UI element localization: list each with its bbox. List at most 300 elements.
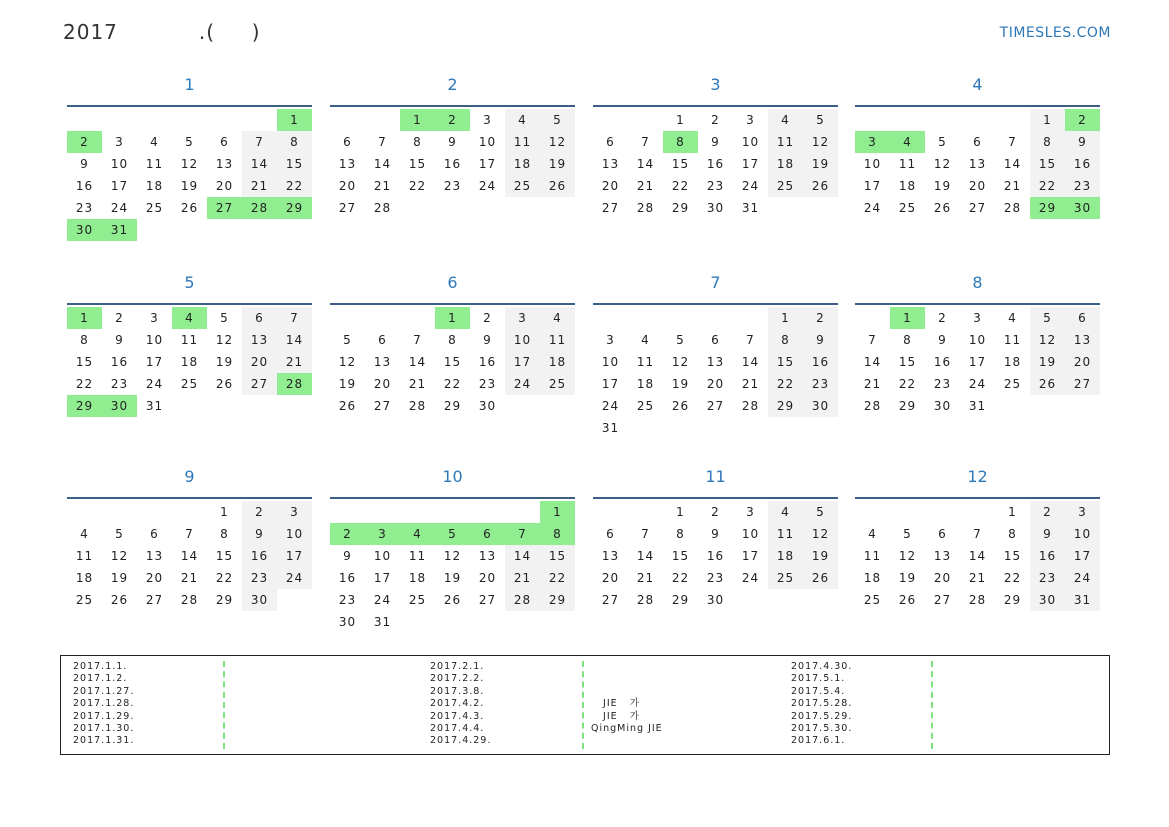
- day-cell: 21: [1003, 179, 1022, 193]
- note-line: 2017.5.28.: [791, 698, 853, 710]
- day-cell: 21: [408, 377, 427, 391]
- day-cell: 9: [711, 135, 720, 149]
- day-cell: 3: [365, 523, 400, 545]
- day-cell: 8: [663, 131, 698, 153]
- month-divider: [67, 497, 312, 499]
- day-cell: 6: [606, 527, 615, 541]
- day-cell: 8: [676, 527, 685, 541]
- day-cell: 3: [973, 311, 982, 325]
- day-cell: 13: [338, 157, 357, 171]
- day-cell: 12: [898, 549, 917, 563]
- day-cell: 1: [277, 109, 312, 131]
- day-cell: 22: [75, 377, 94, 391]
- day-cell: 1: [676, 505, 685, 519]
- day-cell: 19: [671, 377, 690, 391]
- day-cell: 27: [242, 373, 277, 395]
- day-cell: 2: [435, 109, 470, 131]
- day-cell: 3: [115, 135, 124, 149]
- day-cell: 5: [803, 501, 838, 523]
- day-cell: 21: [863, 377, 882, 391]
- day-cell: 2: [938, 311, 947, 325]
- notes-separator-3: [931, 661, 933, 749]
- day-cell: 3: [746, 113, 755, 127]
- day-cell: 8: [1030, 131, 1065, 153]
- notes-separator-2: [582, 661, 584, 749]
- day-cell: 15: [671, 549, 690, 563]
- note-line: 2017.3.8.: [430, 685, 485, 697]
- day-cell: 4: [540, 307, 575, 329]
- month-12: [855, 464, 1100, 611]
- day-cell: 29: [1030, 197, 1065, 219]
- day-cell: 8: [220, 527, 229, 541]
- day-cell: 1: [768, 307, 803, 329]
- day-cell: 23: [1030, 567, 1065, 589]
- day-cell: 27: [706, 399, 725, 413]
- day-cell: 22: [1030, 175, 1065, 197]
- day-cell: 17: [741, 549, 760, 563]
- notes-column-4: [591, 661, 663, 748]
- day-cell: 13: [242, 329, 277, 351]
- day-cell: 28: [180, 593, 199, 607]
- day-cell: 5: [435, 523, 470, 545]
- month-divider: [67, 105, 312, 107]
- month-grid: [67, 109, 312, 241]
- day-cell: 19: [933, 179, 952, 193]
- day-cell: 12: [803, 523, 838, 545]
- day-cell: 3: [505, 307, 540, 329]
- day-cell: 1: [435, 307, 470, 329]
- month-title: 3: [710, 75, 721, 94]
- day-cell: 6: [150, 527, 159, 541]
- day-cell: 24: [478, 179, 497, 193]
- day-cell: 26: [898, 593, 917, 607]
- day-cell: 22: [898, 377, 917, 391]
- day-cell: 20: [968, 179, 987, 193]
- day-cell: 13: [933, 549, 952, 563]
- day-cell: 30: [706, 201, 725, 215]
- day-cell: 16: [478, 355, 497, 369]
- day-cell: 23: [933, 377, 952, 391]
- day-cell: 9: [343, 549, 352, 563]
- day-cell: 8: [413, 135, 422, 149]
- month-divider: [330, 497, 575, 499]
- day-cell: 15: [277, 153, 312, 175]
- month-divider: [67, 303, 312, 305]
- note-line: [591, 735, 663, 747]
- day-cell: 14: [505, 545, 540, 567]
- day-cell: 22: [671, 179, 690, 193]
- site-link[interactable]: TIMESLES.COM: [999, 25, 1111, 41]
- day-cell: 24: [1065, 567, 1100, 589]
- day-cell: 16: [803, 351, 838, 373]
- day-cell: 11: [408, 549, 427, 563]
- day-cell: 16: [706, 157, 725, 171]
- day-cell: 8: [448, 333, 457, 347]
- day-cell: 18: [1003, 355, 1022, 369]
- day-cell: 26: [540, 175, 575, 197]
- day-cell: 18: [505, 153, 540, 175]
- day-cell: 1: [1008, 505, 1017, 519]
- day-cell: 26: [803, 567, 838, 589]
- day-cell: 25: [1003, 377, 1022, 391]
- day-cell: 11: [145, 157, 164, 171]
- day-cell: 2: [330, 523, 365, 545]
- day-cell: 4: [768, 109, 803, 131]
- day-cell: 1: [220, 505, 229, 519]
- day-cell: 6: [938, 527, 947, 541]
- day-cell: 14: [1003, 157, 1022, 171]
- day-cell: 10: [478, 135, 497, 149]
- day-cell: 7: [641, 135, 650, 149]
- note-line: 2017.5.30.: [791, 722, 853, 734]
- day-cell: 30: [478, 399, 497, 413]
- day-cell: 24: [505, 373, 540, 395]
- month-grid: [855, 109, 1100, 219]
- day-cell: 14: [968, 549, 987, 563]
- day-cell: 26: [180, 201, 199, 215]
- day-cell: 31: [741, 201, 760, 215]
- day-cell: 12: [180, 157, 199, 171]
- month-grid: [67, 307, 312, 417]
- day-cell: 6: [378, 333, 387, 347]
- day-cell: 21: [277, 351, 312, 373]
- day-cell: 4: [150, 135, 159, 149]
- day-cell: 4: [400, 523, 435, 545]
- day-cell: 28: [968, 593, 987, 607]
- day-cell: 17: [968, 355, 987, 369]
- day-cell: 21: [741, 377, 760, 391]
- day-cell: 19: [1030, 351, 1065, 373]
- month-3: [593, 72, 838, 219]
- day-cell: 18: [540, 351, 575, 373]
- day-cell: 20: [145, 571, 164, 585]
- day-cell: 5: [803, 109, 838, 131]
- day-cell: 24: [741, 571, 760, 585]
- day-cell: 9: [448, 135, 457, 149]
- day-cell: 5: [676, 333, 685, 347]
- month-divider: [855, 303, 1100, 305]
- month-grid: [330, 109, 575, 219]
- day-cell: 29: [277, 197, 312, 219]
- day-cell: 2: [1065, 109, 1100, 131]
- day-cell: 23: [706, 571, 725, 585]
- month-grid: [593, 307, 838, 439]
- day-cell: 3: [483, 113, 492, 127]
- day-cell: 15: [1030, 153, 1065, 175]
- day-cell: 20: [601, 179, 620, 193]
- month-title: 4: [972, 75, 983, 94]
- day-cell: 13: [601, 157, 620, 171]
- day-cell: 2: [803, 307, 838, 329]
- day-cell: 27: [601, 201, 620, 215]
- day-cell: 15: [443, 355, 462, 369]
- day-cell: 21: [636, 179, 655, 193]
- day-cell: 6: [973, 135, 982, 149]
- day-cell: 9: [803, 329, 838, 351]
- month-6: [330, 270, 575, 417]
- day-cell: 15: [768, 351, 803, 373]
- month-grid: [855, 307, 1100, 417]
- day-cell: 2: [242, 501, 277, 523]
- day-cell: 18: [145, 179, 164, 193]
- month-title: 6: [447, 273, 458, 292]
- day-cell: 31: [102, 219, 137, 241]
- note-line: 2017.1.1.: [73, 661, 128, 672]
- day-cell: 15: [1003, 549, 1022, 563]
- day-cell: 17: [741, 157, 760, 171]
- day-cell: 11: [505, 131, 540, 153]
- day-cell: 11: [636, 355, 655, 369]
- day-cell: 26: [443, 593, 462, 607]
- note-line: 2017.5.29.: [791, 710, 853, 722]
- month-divider: [330, 303, 575, 305]
- day-cell: 3: [1065, 501, 1100, 523]
- note-line: 2017.4.4.: [430, 722, 485, 734]
- day-cell: 3: [606, 333, 615, 347]
- day-cell: 16: [933, 355, 952, 369]
- month-title: 1: [184, 75, 195, 94]
- day-cell: 29: [898, 399, 917, 413]
- day-cell: 26: [338, 399, 357, 413]
- day-cell: 14: [863, 355, 882, 369]
- day-cell: 14: [373, 157, 392, 171]
- day-cell: 11: [1003, 333, 1022, 347]
- note-line: [591, 686, 663, 698]
- day-cell: 25: [75, 593, 94, 607]
- page-title: 2017 .( ): [63, 20, 261, 44]
- day-cell: 4: [505, 109, 540, 131]
- month-7: [593, 270, 838, 439]
- month-title: 10: [442, 467, 463, 486]
- note-line: 2017.4.2.: [430, 698, 485, 710]
- day-cell: 24: [110, 201, 129, 215]
- note-line: 2017.4.30.: [791, 661, 853, 672]
- day-cell: 22: [540, 567, 575, 589]
- day-cell: 19: [110, 571, 129, 585]
- day-cell: 28: [373, 201, 392, 215]
- day-cell: 7: [413, 333, 422, 347]
- day-cell: 20: [706, 377, 725, 391]
- month-grid: [593, 501, 838, 611]
- day-cell: 5: [343, 333, 352, 347]
- day-cell: 15: [671, 157, 690, 171]
- day-cell: 27: [338, 201, 357, 215]
- day-cell: 28: [408, 399, 427, 413]
- day-cell: 7: [378, 135, 387, 149]
- month-title: 9: [184, 467, 195, 486]
- month-divider: [855, 497, 1100, 499]
- day-cell: 22: [408, 179, 427, 193]
- day-cell: 18: [863, 571, 882, 585]
- note-line: [591, 661, 663, 673]
- day-cell: 20: [242, 351, 277, 373]
- day-cell: 17: [1065, 545, 1100, 567]
- day-cell: 3: [150, 311, 159, 325]
- day-cell: 11: [898, 157, 917, 171]
- notes-column-1: [73, 661, 134, 748]
- day-cell: 13: [601, 549, 620, 563]
- day-cell: 14: [408, 355, 427, 369]
- day-cell: 27: [1065, 373, 1100, 395]
- day-cell: 24: [601, 399, 620, 413]
- note-line: 2017.1.28.: [73, 698, 135, 710]
- day-cell: 18: [768, 545, 803, 567]
- month-8: [855, 270, 1100, 417]
- day-cell: 10: [968, 333, 987, 347]
- day-cell: 24: [968, 377, 987, 391]
- day-cell: 27: [968, 201, 987, 215]
- day-cell: 7: [641, 527, 650, 541]
- day-cell: 11: [768, 131, 803, 153]
- month-11: [593, 464, 838, 611]
- day-cell: 5: [540, 109, 575, 131]
- day-cell: 13: [706, 355, 725, 369]
- month-5: [67, 270, 312, 417]
- day-cell: 23: [110, 377, 129, 391]
- day-cell: 26: [933, 201, 952, 215]
- day-cell: 12: [443, 549, 462, 563]
- day-cell: 26: [1030, 373, 1065, 395]
- day-cell: 23: [803, 373, 838, 395]
- day-cell: 27: [933, 593, 952, 607]
- day-cell: 25: [768, 567, 803, 589]
- day-cell: 5: [220, 311, 229, 325]
- day-cell: 7: [1008, 135, 1017, 149]
- day-cell: 23: [338, 593, 357, 607]
- note-line: 2017.1.29.: [73, 710, 135, 722]
- month-grid: [67, 501, 312, 611]
- day-cell: 2: [711, 505, 720, 519]
- month-divider: [330, 105, 575, 107]
- note-line: 2017.5.4.: [791, 685, 846, 697]
- day-cell: 22: [671, 571, 690, 585]
- day-cell: 11: [863, 549, 882, 563]
- month-10: [330, 464, 575, 633]
- day-cell: 3: [746, 505, 755, 519]
- day-cell: 26: [671, 399, 690, 413]
- day-cell: 27: [373, 399, 392, 413]
- day-cell: 27: [601, 593, 620, 607]
- day-cell: 21: [373, 179, 392, 193]
- day-cell: 9: [242, 523, 277, 545]
- month-grid: [593, 109, 838, 219]
- day-cell: 29: [671, 593, 690, 607]
- day-cell: 6: [220, 135, 229, 149]
- note-line: 2017.4.3.: [430, 710, 485, 722]
- day-cell: 26: [110, 593, 129, 607]
- day-cell: 25: [636, 399, 655, 413]
- day-cell: 1: [1030, 109, 1065, 131]
- day-cell: 10: [741, 527, 760, 541]
- day-cell: 24: [741, 179, 760, 193]
- day-cell: 25: [898, 201, 917, 215]
- day-cell: 5: [185, 135, 194, 149]
- day-cell: 19: [338, 377, 357, 391]
- day-cell: 9: [80, 157, 89, 171]
- day-cell: 15: [898, 355, 917, 369]
- day-cell: 17: [373, 571, 392, 585]
- day-cell: 1: [890, 307, 925, 329]
- day-cell: 30: [67, 219, 102, 241]
- day-cell: 30: [803, 395, 838, 417]
- month-title: 5: [184, 273, 195, 292]
- day-cell: 28: [741, 399, 760, 413]
- day-cell: 6: [1065, 307, 1100, 329]
- month-title: 2: [447, 75, 458, 94]
- day-cell: 30: [1030, 589, 1065, 611]
- day-cell: 4: [768, 501, 803, 523]
- day-cell: 28: [277, 373, 312, 395]
- day-cell: 23: [242, 567, 277, 589]
- month-title: 11: [705, 467, 726, 486]
- day-cell: 6: [470, 523, 505, 545]
- day-cell: 19: [898, 571, 917, 585]
- day-cell: 26: [215, 377, 234, 391]
- day-cell: 14: [741, 355, 760, 369]
- day-cell: 7: [868, 333, 877, 347]
- day-cell: 7: [185, 527, 194, 541]
- day-cell: 9: [938, 333, 947, 347]
- day-cell: 30: [338, 615, 357, 629]
- day-cell: 2: [711, 113, 720, 127]
- day-cell: 6: [343, 135, 352, 149]
- day-cell: 20: [478, 571, 497, 585]
- day-cell: 10: [145, 333, 164, 347]
- day-cell: 18: [408, 571, 427, 585]
- day-cell: 28: [505, 589, 540, 611]
- day-cell: 9: [115, 333, 124, 347]
- day-cell: 17: [145, 355, 164, 369]
- day-cell: 31: [373, 615, 392, 629]
- day-cell: 23: [706, 179, 725, 193]
- day-cell: 12: [671, 355, 690, 369]
- day-cell: 2: [115, 311, 124, 325]
- day-cell: 29: [768, 395, 803, 417]
- day-cell: 15: [540, 545, 575, 567]
- note-line: 2017.1.27.: [73, 685, 135, 697]
- day-cell: 24: [277, 567, 312, 589]
- day-cell: 5: [903, 527, 912, 541]
- day-cell: 26: [803, 175, 838, 197]
- day-cell: 21: [968, 571, 987, 585]
- note-line: 2017.6.1.: [791, 735, 846, 747]
- day-cell: 14: [277, 329, 312, 351]
- day-cell: 13: [968, 157, 987, 171]
- day-cell: 6: [606, 135, 615, 149]
- day-cell: 10: [1065, 523, 1100, 545]
- day-cell: 14: [180, 549, 199, 563]
- note-line: 2017.4.29.: [430, 735, 492, 747]
- day-cell: 25: [863, 593, 882, 607]
- day-cell: 24: [373, 593, 392, 607]
- month-title: 7: [710, 273, 721, 292]
- day-cell: 8: [277, 131, 312, 153]
- note-line: [591, 673, 663, 685]
- note-line: 2017.1.30.: [73, 722, 135, 734]
- day-cell: 3: [277, 501, 312, 523]
- day-cell: 20: [601, 571, 620, 585]
- day-cell: 12: [110, 549, 129, 563]
- day-cell: 28: [863, 399, 882, 413]
- month-grid: [330, 307, 575, 417]
- day-cell: 15: [75, 355, 94, 369]
- day-cell: 23: [443, 179, 462, 193]
- day-cell: 10: [863, 157, 882, 171]
- day-cell: 4: [868, 527, 877, 541]
- day-cell: 16: [1065, 153, 1100, 175]
- day-cell: 8: [540, 523, 575, 545]
- day-cell: 5: [938, 135, 947, 149]
